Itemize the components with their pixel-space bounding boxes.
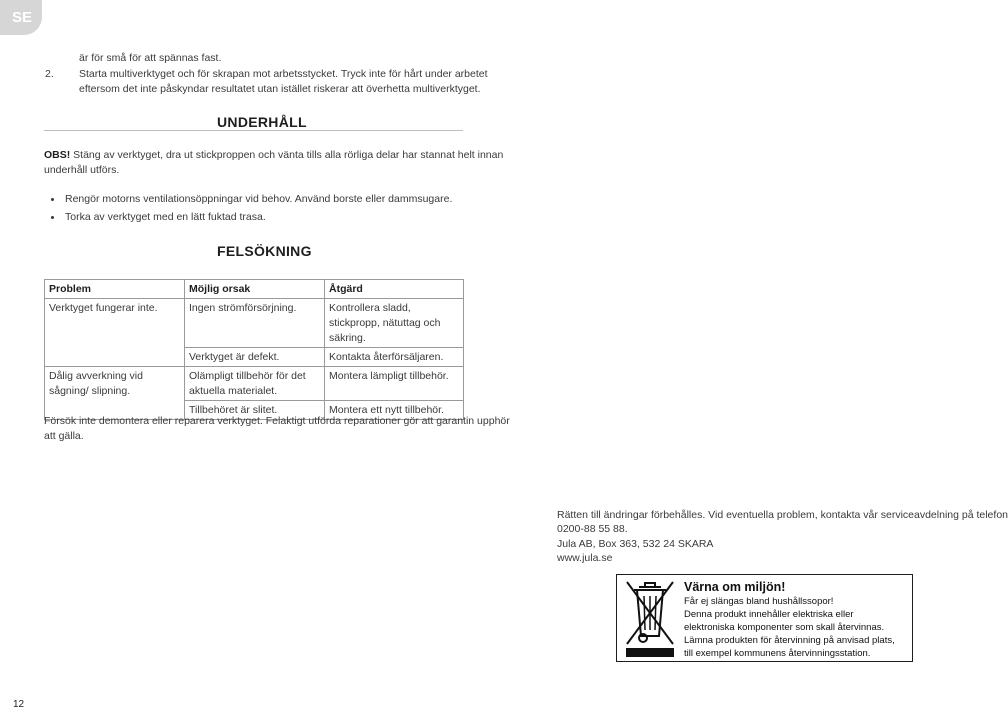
repair-note: Försök inte demontera eller reparera verktyget. Felaktigt utförda reparationer gör att garantin upphör — [44, 415, 510, 427]
page-number: 12 — [13, 699, 25, 710]
intro-line: är för små för att spännas fast. — [79, 52, 222, 64]
list-number: 2. — [45, 68, 54, 80]
table-cell: Verktyget fungerar inte. — [45, 299, 185, 348]
list-item: Torka av verktyget med en lätt fuktad trasa. — [65, 211, 266, 223]
list-item-text: eftersom det inte påskyndar resultatet utan istället riskerar att överhetta multiverktyget. — [79, 83, 481, 95]
environment-notice-title: Värna om miljön! — [684, 580, 786, 594]
warning-paragraph — [44, 148, 503, 163]
column-header: Möjlig orsak — [185, 280, 325, 299]
environment-notice-line: Får ej slängas bland hushållssopor! — [684, 596, 834, 607]
environment-notice-line: till exempel kommunens återvinningsstation. — [684, 648, 871, 659]
environment-notice-text — [684, 579, 895, 660]
table-header-row — [45, 280, 464, 299]
list-item: Rengör motorns ventilationsöppningar vid behov. Använd borste eller dammsugare. — [65, 193, 453, 205]
environment-notice-line: elektroniska komponenter som skall återvinnas. — [684, 622, 885, 633]
environment-notice-line: Denna produkt innehåller elektriska eller — [684, 609, 854, 620]
language-tab: SE — [0, 0, 42, 35]
warning-text: underhåll utförs. — [44, 164, 120, 176]
repair-note: att gälla. — [44, 430, 84, 442]
contact-phone: 0200-88 55 88. — [557, 523, 628, 535]
warning-text: Stäng av verktyget, dra ut stickproppen och vänta tills alla rörliga delar har stannat helt innan — [70, 149, 504, 161]
table-row — [45, 348, 464, 367]
table-cell: Kontrollera sladd, stickpropp, nätuttag och säkring. — [325, 299, 464, 348]
section-heading-maintenance: UNDERHÅLL — [217, 114, 307, 130]
list-item-text: Starta multiverktyget och för skrapan mot arbetsstycket. Tryck inte för hårt under arbetet — [79, 68, 488, 80]
column-header: Åtgärd — [325, 280, 464, 299]
table-cell: Olämpligt tillbehör för det aktuella materialet. — [185, 367, 325, 401]
table-cell: Kontakta återförsäljaren. — [325, 348, 464, 367]
table-cell: Dålig avverkning vid sågning/ slipning. — [45, 367, 185, 401]
contact-text: Rätten till ändringar förbehålles. Vid eventuella problem, kontakta vår serviceavdelning på telefon — [557, 509, 1008, 521]
column-header: Problem — [45, 280, 185, 299]
environment-notice-box — [616, 574, 913, 662]
contact-address: Jula AB, Box 363, 532 24 SKARA — [557, 538, 714, 550]
contact-website: www.jula.se — [557, 552, 613, 564]
warning-label: OBS! — [44, 149, 71, 161]
environment-notice-line: Lämna produkten för återvinning på anvisad plats, — [684, 635, 895, 646]
crossed-out-wheelie-bin-icon — [623, 578, 677, 658]
table-cell: Verktyget är defekt. — [185, 348, 325, 367]
troubleshooting-table — [44, 279, 464, 420]
bullet-icon — [51, 198, 54, 201]
section-heading-troubleshooting: FELSÖKNING — [217, 243, 312, 259]
table-row — [45, 367, 464, 401]
table-cell — [45, 348, 185, 367]
table-cell: Tillbehöret är slitet. — [185, 401, 325, 420]
table-row — [45, 299, 464, 348]
table-cell: Montera ett nytt tillbehör. — [325, 401, 464, 420]
bullet-icon — [51, 216, 54, 219]
section-divider — [44, 130, 463, 131]
table-cell: Montera lämpligt tillbehör. — [325, 367, 464, 401]
table-cell: Ingen strömförsörjning. — [185, 299, 325, 348]
